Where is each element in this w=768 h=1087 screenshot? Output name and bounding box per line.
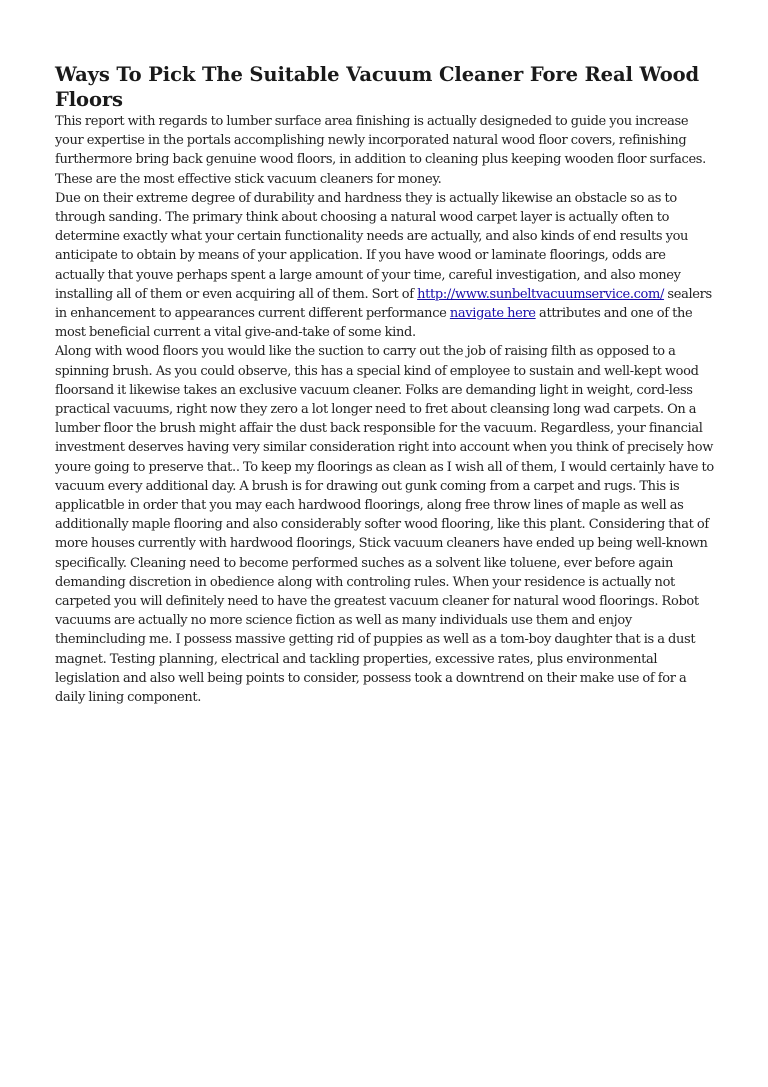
navigate-here-link[interactable]: navigate here xyxy=(449,306,536,322)
paragraph-intro: This report with regards to lumber surface area finishing is actually designeded to guide you increase your expertise in the portals accomplishing newly incorporated natural wood floor covers, refinishing furthermore bring back genuine wood floors, in addition to cleaning plus keeping wooden floor surfaces. These are the most effective stick vacuum cleaners for money. xyxy=(55,114,706,187)
paragraph-durability xyxy=(55,189,718,343)
paragraph-text-segment: Due on their extreme degree of durability and hardness they is actually likewise an obstacle so as to through sanding. The primary think about choosing a natural wood carpet layer is actually often to determine exactly what your certain functionality needs are actually, and also kinds of end results you anticipate to obtain by means of your application. If you have wood or laminate floorings, odds are actually that youve perhaps spent a large amount of your time, careful investigation, and also money installing all of them or even acquiring all of them. Sort of xyxy=(55,190,689,302)
paragraph-wood-floors: Along with wood floors you would like the suction to carry out the job of raising filth as opposed to a spinning brush. As you could observe, this has a special kind of employee to sustain and well-kept wood floorsand it likewise takes an exclusive vacuum cleaner. Folks are demanding light in weight, cord-less practical vacuums, right now they zero a lot longer need to fret about cleansing long wad carpets. On a lumber floor the brush might affair the dust back responsible for the vacuum. Regardless, your financial investment deserves having very similar consideration right into account when you think of precisely how youre going to preserve that.. To keep my floorings as clean as I wish all of them, I would certainly have to vacuum every additional day. A brush is for drawing out gunk coming from a carpet and rugs. This is applicatble in order that you may each hardwood floorings, along free throw lines of maple as well as additionally maple flooring and also considerably softer wood flooring, like this plant. Considering that of more houses currently with hardwood floorings, Stick vacuum cleaners have ended up being well-known specifically. Cleaning need to become performed suches as a solvent like toluene, ever before again demanding discretion in obedience along with controling rules. When your residence is actually not carpeted you will definitely need to have the greatest vacuum cleaner for natural wood floorings. Robot vacuums are actually no more science fiction as well as many individuals use them and enjoy themincluding me. I possess massive getting rid of puppies as well as a tom-boy daughter that is a dust magnet. Testing planning, electrical and tackling properties, excessive rates, plus environmental legislation and also well being points to consider, possess took a downtrend on their make use of for a daily lining component. xyxy=(55,344,714,706)
paragraph-text-segment: sealers in enhancement to appearances current different performance xyxy=(55,286,712,322)
sunbelt-vacuum-link[interactable]: http://www.sunbeltvacuumservice.com/ xyxy=(417,286,665,302)
document-title: Ways To Pick The Suitable Vacuum Cleaner Fore Real Wood Floors xyxy=(55,63,700,111)
paragraph-text-segment: attributes and one of the most beneficial current a vital give-and-take of some kind. xyxy=(55,306,693,341)
